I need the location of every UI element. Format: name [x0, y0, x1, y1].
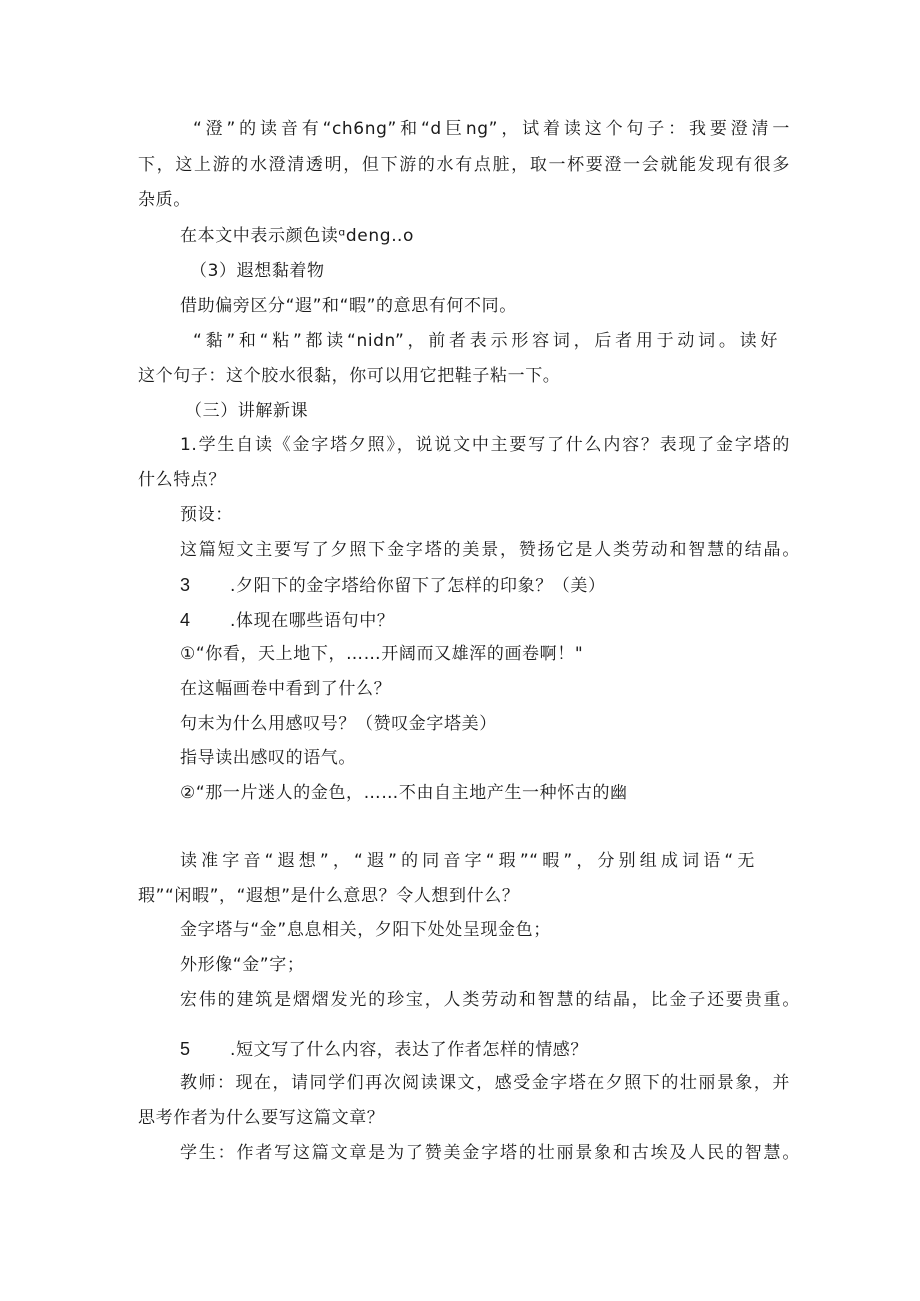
text-line: 借助偏旁区分“遐”和“暇”的意思有何不同。 — [180, 296, 517, 316]
section-heading: （三）讲解新课 — [185, 401, 309, 421]
text-line: 思考作者为什么要写这篇文章？ — [138, 1108, 385, 1128]
text-line: 这个句子：这个胶水很黏，你可以用它把鞋子粘一下。 — [138, 366, 561, 386]
text-line: 下，这上游的水澄清透明，但下游的水有点脏，取一杯要澄一会就能发现有很多 — [138, 155, 790, 175]
list-item-text: .短文写了什么内容，表达了作者怎样的情感？ — [230, 1040, 589, 1060]
text-line: 什么特点？ — [138, 470, 226, 490]
text-line: “澄”的读音有“ch6ng”和“d巨ng”，试着读这个句子：我要澄清一 — [193, 119, 790, 139]
text-line: ①“你看，天上地下，……开阔而又雄浑的画卷啊！" — [180, 644, 584, 664]
text-line: 指导读出感叹的语气。 — [180, 748, 356, 768]
text-line: 瑕”“闲暇”，“遐想”是什么意思？令人想到什么？ — [138, 886, 520, 906]
list-item — [180, 573, 606, 598]
text-line: 这篇短文主要写了夕照下金字塔的美景，赞扬它是人类劳动和智慧的结晶。 — [180, 540, 800, 560]
text-line: 1.学生自读《金字塔夕照》，说说文中主要写了什么内容？表现了金字塔的 — [180, 435, 790, 455]
text-line: “黏”和“粘”都读“nidn”，前者表示形容词，后者用于动词。读好 — [193, 331, 778, 351]
list-item — [180, 608, 394, 633]
text-line: 教师：现在，请同学们再次阅读课文，感受金字塔在夕照下的壮丽景象，并 — [180, 1073, 790, 1093]
text-line: 在这幅画卷中看到了什么？ — [180, 679, 392, 699]
text-line: （3）遐想黏着物 — [190, 261, 325, 281]
text-line: 金字塔与“金”息息相关，夕阳下处处呈现金色； — [180, 920, 551, 940]
text-line: 句末为什么用感叹号？（赞叹金字塔美） — [180, 714, 497, 734]
text-line: 预设： — [180, 505, 233, 525]
list-item-text: .体现在哪些语句中？ — [230, 611, 395, 631]
text-line: 外形像“金”字； — [180, 955, 305, 975]
text-line: 读准字音“遐想”，“遐”的同音字“瑕”“暇”，分别组成词语“无 — [180, 851, 755, 871]
list-item-text: .夕阳下的金字塔给你留下了怎样的印象？（美） — [230, 576, 606, 596]
text-line: ②“那一片迷人的金色，……不由自主地产生一种怀古的幽 — [180, 783, 628, 803]
list-number: 4 — [180, 610, 191, 630]
text-line: 杂质。 — [138, 190, 191, 210]
text-line: 宏伟的建筑是熠熠发光的珍宝，人类劳动和智慧的结晶，比金子还要贵重。 — [180, 990, 800, 1010]
list-item — [180, 1037, 588, 1062]
text-line: 在本文中表示颜色读ᵅdeng‥o — [180, 226, 415, 246]
text-line: 学生：作者写这篇文章是为了赞美金字塔的壮丽景象和古埃及人民的智慧。 — [180, 1143, 800, 1163]
list-number: 5 — [180, 1039, 191, 1059]
list-number: 3 — [180, 575, 191, 595]
